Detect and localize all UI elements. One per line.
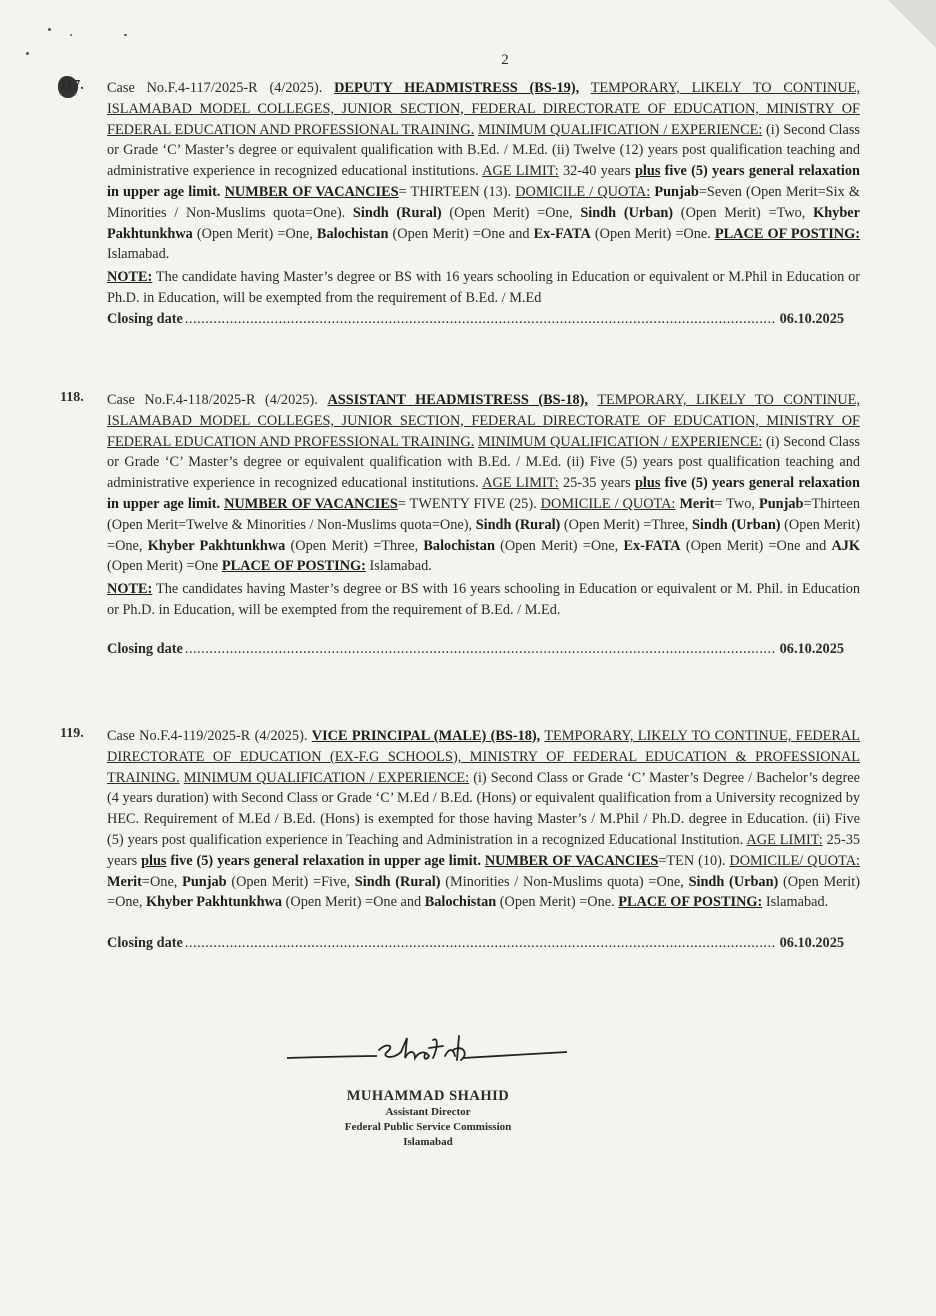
vacancies-label: NUMBER OF VACANCIES (484, 852, 659, 869)
signatory-designation: Assistant Director (385, 1106, 471, 1118)
age-relaxation: five (5) years general relaxation in upper age limit. (107, 163, 860, 200)
quota-detail: (Open Merit) =One, (107, 516, 861, 554)
quota-region: Ex-FATA (533, 225, 591, 242)
age-plus: plus (634, 475, 661, 492)
quota-region: Khyber Pakhtunkhwa (147, 537, 286, 554)
signatory-name: MUHAMMAD SHAHID (346, 1088, 510, 1104)
vacancies-text: = THIRTEEN (13). (398, 183, 512, 200)
age-relaxation: five (5) years general relaxation in upper age limit. (170, 852, 481, 869)
posting-label: PLACE OF POSTING: (618, 894, 763, 911)
qualification-text: (i) Second Class or Grade ‘C’ Master’s degree or equivalent qualification with B.Ed. / M.Ed. (ii) Twelve (12) years post qualification teaching and administrative experience in recognized educational institutions. (107, 121, 861, 180)
quota-region: Ex-FATA (623, 537, 681, 554)
posting-label: PLACE OF POSTING: (221, 558, 366, 575)
posting-text: Islamabad. (369, 558, 432, 575)
domicile-label: DOMICILE / QUOTA: (540, 495, 676, 512)
posting-text: Islamabad. (765, 894, 829, 911)
quota-detail: (Open Merit) =One, (192, 225, 313, 242)
scan-speck (48, 28, 51, 31)
vacancies-label: NUMBER OF VACANCIES (224, 183, 399, 200)
post-description: TEMPORARY, LIKELY TO CONTINUE, FEDERAL DIRECTORATE OF EDUCATION (EX-F.G SCHOOLS), MINISTRY OF FEDERAL EDUCATION & PROFESSIONAL TRAINING. (107, 728, 860, 786)
age-plus: plus (634, 163, 661, 180)
post-title: ASSISTANT HEADMISTRESS (BS-18), (327, 392, 588, 408)
age-limit-text: 25-35 years (562, 475, 631, 492)
closing-date-row (107, 639, 860, 659)
entry-body (107, 726, 860, 913)
quota-region: Sindh (Urban) (580, 204, 674, 221)
page-corner-fold (888, 0, 936, 48)
age-limit-label: AGE LIMIT: (746, 831, 823, 848)
note-text: The candidates having Master’s degree or BS with 16 years schooling in Education or equivalent or M. Phil. in Education or Ph.D. in Education, will be exempted from the requirement of B.Ed. / M.Ed. (107, 581, 860, 618)
age-limit-label: AGE LIMIT: (482, 475, 559, 492)
quota-detail: (Open Merit) =Three, (560, 516, 689, 533)
quota-region: Sindh (Rural) (354, 873, 441, 890)
domicile-label: DOMICILE / QUOTA: (515, 183, 651, 200)
entry-body (107, 390, 860, 621)
closing-date-value: 06.10.2025 (779, 310, 844, 327)
leader-dots (185, 639, 776, 659)
post-description: TEMPORARY, LIKELY TO CONTINUE, ISLAMABAD MODEL COLLEGES, JUNIOR SECTION, FEDERAL DIRECTORATE OF EDUCATION, MINISTRY OF FEDERAL EDUCATION AND PROFESSIONAL TRAINING. (107, 392, 860, 450)
closing-date-row (107, 933, 860, 953)
age-limit-text: 25-35 years (107, 831, 860, 869)
case-number: Case No.F.4-118/2025-R (4/2025). (107, 392, 318, 408)
quota-detail: =One, (141, 873, 178, 890)
leader-dots (185, 933, 776, 953)
quota-detail: (Open Merit) =One and (680, 537, 827, 554)
note (107, 267, 860, 309)
closing-date-row (107, 309, 860, 329)
post-title: VICE PRINCIPAL (MALE) (BS-18), (311, 728, 541, 744)
vacancies-label: NUMBER OF VACANCIES (224, 495, 398, 512)
entry-number: 117. (60, 78, 84, 93)
quota-region: Punjab (758, 495, 804, 512)
qualification-label: MINIMUM QUALIFICATION / EXPERIENCE: (478, 121, 763, 138)
post-title: DEPUTY HEADMISTRESS (BS-19), (334, 80, 580, 96)
quota-detail: (Open Merit) =One and (282, 894, 422, 911)
leader-dots (185, 309, 776, 329)
signature-block (268, 1030, 588, 1150)
quota-region: Sindh (Urban) (688, 873, 779, 890)
quota-detail: (Open Merit) =Five, (226, 873, 351, 890)
closing-date-label: Closing date (107, 310, 183, 327)
quota-detail: (Open Merit) =Two, (673, 204, 806, 221)
note-label: NOTE: (107, 269, 153, 286)
quota-region: Sindh (Rural) (352, 204, 442, 221)
qualification-label: MINIMUM QUALIFICATION / EXPERIENCE: (478, 433, 763, 450)
posting-label: PLACE OF POSTING: (714, 225, 860, 242)
quota-region: Balochistan (423, 537, 495, 554)
note-text: The candidate having Master’s degree or BS with 16 years schooling in Education or equivalent or M.Phil in Education or Ph.D. in Education, will be exempted from the requirement of B.Ed. / M.Ed (107, 269, 860, 306)
quota-region: Sindh (Rural) (475, 516, 561, 533)
quota-region: Khyber Pakhtunkhwa (107, 204, 860, 242)
quota-detail: (Open Merit) =One. (496, 894, 615, 911)
case-number: Case No.F.4-119/2025-R (4/2025). (107, 728, 308, 744)
quota-detail: (Minorities / Non-Muslims quota) =One, (440, 873, 684, 890)
note-label: NOTE: (107, 581, 153, 598)
case-number: Case No.F.4-117/2025-R (4/2025). (107, 80, 323, 96)
quota-region: Merit (107, 873, 142, 890)
vacancies-text: =TEN (10). (658, 852, 726, 869)
quota-region: Khyber Pakhtunkhwa (146, 894, 283, 911)
entry-number: 118. (60, 390, 84, 405)
scan-speck (124, 34, 127, 36)
quota-detail: (Open Merit) =One and (388, 225, 530, 242)
quota-region: AJK (831, 537, 861, 554)
quota-region: Balochistan (316, 225, 389, 242)
page-number: 2 (501, 52, 509, 68)
posting-text: Islamabad. (107, 246, 170, 263)
quota-detail: (Open Merit) =One, (441, 204, 573, 221)
quota-region: Punjab (654, 183, 699, 200)
signatory-organization: Federal Public Service Commission (344, 1121, 512, 1133)
scan-speck (70, 34, 72, 36)
quota-region: Balochistan (424, 894, 497, 911)
advertisement-entry (60, 726, 860, 953)
age-plus: plus (141, 852, 167, 869)
signatory-city: Islamabad (403, 1136, 453, 1148)
closing-date-value: 06.10.2025 (779, 640, 844, 657)
quota-detail: = Two, (714, 495, 755, 512)
quota-detail: (Open Merit) =One. (590, 225, 711, 242)
entry-number: 119. (60, 726, 84, 741)
qualification-text: (i) Second Class or Grade ‘C’ Master’s degree or equivalent qualification with B.Ed. / M.Ed. (ii) Five (5) years post qualification teaching and administrative experience in recognized educational institutions. (107, 433, 861, 492)
quota-region: Punjab (182, 873, 227, 890)
closing-date-label: Closing date (107, 640, 183, 657)
qualification-label: MINIMUM QUALIFICATION / EXPERIENCE: (183, 769, 470, 786)
quota-region: Sindh (Urban) (691, 516, 781, 533)
closing-date-value: 06.10.2025 (779, 935, 844, 952)
domicile-label: DOMICILE/ QUOTA: (729, 852, 860, 869)
age-relaxation: five (5) years general relaxation in upper age limit. (107, 475, 860, 512)
qualification-text: (i) Second Class or Grade ‘C’ Master’s Degree / Bachelor’s degree (4 years duration) with Second Class or Grade ‘C’ M.Ed / B.Ed. (Hons) or equivalent qualification from a University recognized by HEC. Requirement of M.Ed / B.Ed. (Hons) is exempted for those having Master’s / M.Phil / Ph.D. degree in Education. (ii) Five (5) years post qualification experience in Teaching and Administration in a recognized Educational Institution. (107, 769, 860, 848)
quota-region: Merit (679, 495, 715, 512)
note (107, 579, 860, 621)
quota-detail: =Seven (Open Merit=Six & Minorities / Non-Muslims quota=One). (107, 183, 860, 221)
advertisement-entry (60, 78, 860, 329)
quota-detail: (Open Merit) =Three, (285, 537, 419, 554)
advertisement-entry (60, 390, 860, 659)
closing-date-label: Closing date (107, 935, 183, 952)
quota-detail: (Open Merit) =One, (494, 537, 619, 554)
age-limit-label: AGE LIMIT: (482, 163, 559, 180)
entry-body (107, 78, 860, 309)
age-limit-text: 32-40 years (562, 163, 631, 180)
post-description: TEMPORARY, LIKELY TO CONTINUE, ISLAMABAD MODEL COLLEGES, JUNIOR SECTION, FEDERAL DIRECTORATE OF EDUCATION, MINISTRY OF FEDERAL EDUCATION AND PROFESSIONAL TRAINING. (107, 80, 860, 138)
quota-detail: (Open Merit) =One, (107, 873, 860, 911)
quota-detail: =Thirteen (Open Merit=Twelve & Minorities / Non-Muslims quota=One), (107, 495, 860, 533)
vacancies-text: = TWENTY FIVE (25). (397, 495, 537, 512)
quota-detail: (Open Merit) =One (107, 558, 219, 575)
handwritten-signature (283, 1030, 573, 1074)
